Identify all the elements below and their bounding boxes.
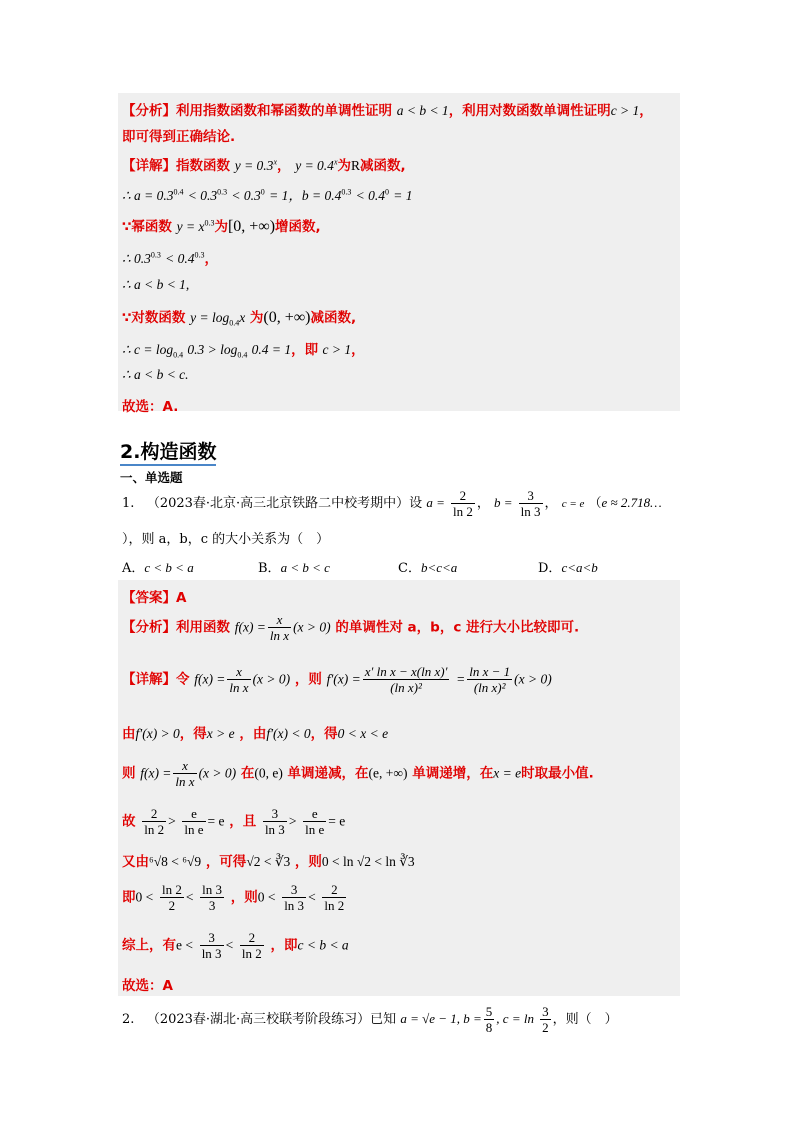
q1-detail-5: 又由⁶√8 < ⁶√9 ，可得√2 < ∛3 ，则0 < ln √2 < ln ∛3 <box>122 854 415 870</box>
option-b: B．a < b < c <box>258 560 330 576</box>
fraction: $\frac{\text{ln x − 1}}{\text{(ln x)²}}$ <box>469 664 511 695</box>
fraction: $\frac{x}{\text{ln x}}$ <box>269 612 290 643</box>
fraction: $\frac{5}{8}$ <box>485 1004 493 1035</box>
fraction: $\frac{x}{\text{ln x}}$ <box>175 758 195 789</box>
option-d: D．c<a<b <box>538 560 598 576</box>
detail-line-3: ∵幂函数 $y = x^{0.3}$为[0, +∞)增函数, <box>122 218 321 235</box>
option-a: A．c < b < a <box>122 560 194 576</box>
question-1-stem-2: ），则 a，b，c 的大小关系为（ ） <box>122 532 330 547</box>
detail-line-2: ∴ $a = 0.3^{0.4} < 0.3^{0.3} < 0.3^0 = 1$，$b = 0.4^{0.3} < 0.4^0 = 1$ <box>122 187 413 203</box>
fraction: $\frac{\ln 2}{2}$ <box>161 882 182 913</box>
fraction: $\frac{2}{\ln 2}$ <box>452 488 473 519</box>
q1-final-answer: 故选：A <box>122 978 173 994</box>
q1-detail-4: 故 $\frac{2}{\ln 2}$ > $\frac{e}{\text{ln e}}$ = e ，且 $\frac{3}{\ln 3}$ > $\frac{e}{\text{ln e}}$ = e <box>122 806 346 837</box>
fraction: $\frac{2}{\ln 2}$ <box>241 930 262 961</box>
detail-line-1: 【详解】指数函数 $y = 0.3^x$， $y = 0.4^x$为R减函数, <box>122 157 406 174</box>
question-1-stem: 1. （2023春·北京·高三北京铁路二中校考期中）设 a = $\frac{2}{\ln 2}$ ， b = $\frac{3}{\ln 3}$ ， c = e （e ≈ 2.718… <box>122 488 662 519</box>
fraction: $\frac{2}{\ln 2}$ <box>144 806 165 837</box>
analysis-line: 【分析】利用指数函数和幂函数的单调性证明 a < b < 1，利用对数函数单调性证明c > 1， <box>122 103 653 119</box>
fraction: $\frac{\text{x′ ln x − x(ln x)′}}{\text{(ln x)²}}$ <box>364 664 448 695</box>
fraction: $\frac{e}{\text{ln e}}$ <box>184 806 204 837</box>
fraction: $\frac{2}{\ln 2}$ <box>324 882 345 913</box>
section-subtitle: 一、单选题 <box>120 470 183 485</box>
q1-detail-2: 由f′(x) > 0，得x > e ，由f′(x) < 0，得0 < x < e <box>122 726 389 742</box>
q1-detail-6: 即0 < $\frac{\ln 2}{2}$ < $\frac{\ln 3}{3}$ ，则0 < $\frac{3}{\ln 3}$ < $\frac{2}{\ln 2}$ <box>122 882 345 913</box>
analysis-line-2: 即可得到正确结论. <box>122 129 236 145</box>
detail-line-8: ∴ a < b < c. <box>122 367 189 382</box>
answer-line-1: 故选：A. <box>122 399 179 415</box>
fraction: $\frac{3}{\ln 3}$ <box>201 930 222 961</box>
q1-detail-7: 综上，有e < $\frac{3}{\ln 3}$ < $\frac{2}{\ln 2}$ ，即c < b < a <box>122 930 349 961</box>
q1-detail-3: 则 f(x) = $\frac{x}{\text{ln x}}$ (x > 0) 在(0, e) 单调递减，在(e, +∞) 单调递增，在x = e时取最小值. <box>122 758 594 789</box>
fraction: $\frac{e}{\text{ln e}}$ <box>305 806 325 837</box>
question-2-stem: 2. （2023春·湖北·高三校联考阶段练习）已知 a = √e − 1, b = $\frac{5}{8}$ , c = ln $\frac{3}{2}$ ，则（ ） <box>122 1004 618 1035</box>
fraction: $\frac{x}{\text{ln x}}$ <box>229 664 249 695</box>
fraction: $\frac{3}{\ln 3}$ <box>264 806 285 837</box>
q1-detail-1: 【详解】令 f(x) = $\frac{x}{\text{ln x}}$ (x > 0) ，则 f′(x) = $\frac{\text{x′ ln x − x(ln x)′}}{\text{(ln x)²}}$ = $\frac{\text{ln x − 1}}{\text{(ln x)²}}$ (x > 0) <box>122 664 552 695</box>
answer-tag-line: 【答案】A <box>122 590 187 606</box>
detail-line-6: ∵对数函数 $y = \log_{0.4}x$ 为(0, +∞)减函数, <box>122 309 357 328</box>
fraction: $\frac{\ln 3}{3}$ <box>202 882 223 913</box>
fraction: $\frac{3}{\ln 3}$ <box>284 882 305 913</box>
option-c: C．b<c<a <box>398 560 458 576</box>
q1-analysis: 【分析】利用函数 f(x) = $\frac{x}{\text{ln x}}$ (x > 0) 的单调性对 a，b，c 进行大小比较即可. <box>122 612 580 643</box>
detail-line-7: ∴ $c = \log_{0.4} 0.3 > \log_{0.4} 0.4 = 1$，即 c > 1， <box>122 342 365 360</box>
fraction: $\frac{3}{\ln 3}$ <box>520 488 541 519</box>
detail-line-5: ∴ a < b < 1, <box>122 277 190 292</box>
fraction: $\frac{3}{2}$ <box>542 1004 549 1035</box>
section-title: 2.构造函数 <box>120 440 216 466</box>
detail-line-4: ∴ $0.3^{0.3} < 0.4^{0.3}$， <box>122 250 219 267</box>
